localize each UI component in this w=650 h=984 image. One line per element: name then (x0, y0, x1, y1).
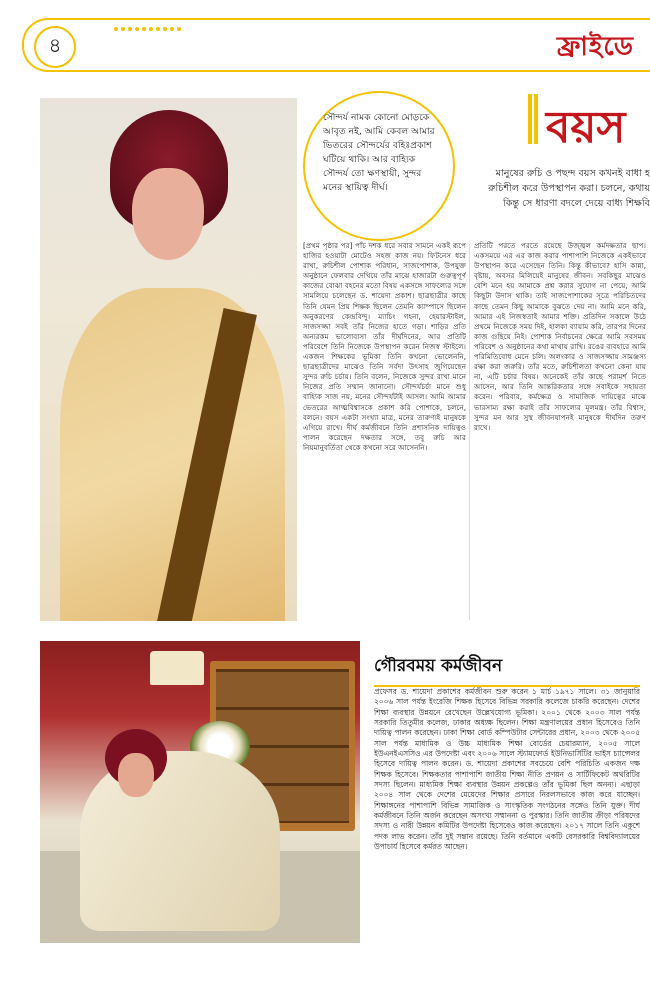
section-body: প্রফেসর ড. শায়েদা প্রকাশের কর্মজীবন শুরু করেন ১ মার্চ ১৯৭১ সালে। ৩১ জানুয়ারি ২০০৬ সাল পর্যন্ত ইংরেজি শিক্ষক হিসেবে বিভিন্ন সরকারি কলেজে চাকরি করেছেন। দেশের শিক্ষা ব্যবস্থার উন্নয়নে রেখেছেন উল্লেখযোগ্য ভূমিকা। ২০০১ থেকে ২০০৩ সাল পর্যন্ত সরকারি তিতুমীর কলেজ, ঢাকার অধ্যক্ষ ছিলেন। শিক্ষা মন্ত্রণালয়ের প্রধান হিসেবেও তিনি দায়িত্ব পালন করেছেন। ঢাকা শিক্ষা বোর্ড কম্পিউটার সেন্টারের প্রধান, ২০০৩ থেকে ২০০৫ সাল পর্যন্ত মাধ্যমিক ও উচ্চ মাধ্যমিক শিক্ষা বোর্ডের চেয়ারম্যান, ২০০৫ সালে ইউএনইএসসিও এর উপদেষ্টা এবং ২০০৬ সালে স্ট্যামফোর্ড ইউনিভার্সিটির ভাইস চ্যান্সেলর হিসেবে দায়িত্ব পালন করেন। ড. শায়েদা প্রকাশের সবচেয়ে বেশি পরিচিতি একজন দক্ষ শিক্ষক হিসেবে। শিক্ষকতার পাশাপাশি জাতীয় শিক্ষা নীতি প্রণয়ন ও সার্টিফিকেট অথরিটির সদস্য ছিলেন। মাধ্যমিক শিক্ষা ব্যবস্থার উন্নয়ন প্রকল্পেও তাঁর ভূমিকা ছিল অনন্য। এছাড়া ২০০৪ সাল থেকে দেশের মেয়েদের শিক্ষার প্রসারে নিরলসভাবে কাজ করে যাচ্ছেন। শিক্ষাঙ্গনের পাশাপাশি বিভিন্ন সামাজিক ও সাংস্কৃতিক সংগঠনের সঙ্গেও তিনি যুক্ত। দীর্ঘ কর্মজীবনে তিনি অর্জন করেছেন অসংখ্য সম্মাননা ও পুরস্কার। তিনি জাতীয় ক্রীড়া পরিষদের সদস্য ও নারী উন্নয়ন কমিটির উপদেষ্টা হিসেবেও কাজ করেছেন। ২০১৭ সালে তিনি একুশে পদক লাভ করেন। তাঁর দুই সন্তান রয়েছে। তিনি বর্তমানে একটি বেসরকারি বিশ্ববিদ্যালয়ের উপাচার্য হিসেবে কর্মরত আছেন। (374, 687, 640, 852)
article-column-1: [প্রথম পৃষ্ঠার পর] পাঁচ দশক ধরে সবার সামনে একই রূপে হাজির হওয়াটা মোটেও সহজ কাজ নয়। ফিটনেস ধরে রাখা, রুচিশীল পোশাক পরিধান, সাজপোশাক, উপযুক্ত অনুষ্ঠানে ফেলবার দেখিয়ে তাঁর মাঝে হাজারটা গুরুত্বপূর্ণ কাজের বোঝা বহনের মতো বিষয় একসঙ্গে সাফল্যের সঙ্গে সামলিয়ে চলেছেন ড. শায়েদা প্রকাশ। ছাত্রছাত্রীর কাছে তিনি যেমন প্রিয় শিক্ষক ছিলেন তেমনি ক্যাম্পাসে ছিলেন অনুকরণের কেন্দ্রবিন্দু। ম্যাচিং গহনা, হেয়ারস্টাইল, সাজসজ্জা সবই তাঁর নিজের হাতে গড়া। শাড়ির প্রতি অন্যরকম ভালোবাসা তাঁর দীর্ঘদিনের, আর প্রতিটি পরিবেশে তিনি নিজেকে উপস্থাপন করেন নিজস্ব স্টাইলে। একজন শিক্ষকের ভূমিকা তিনি কখনো ভোলেননি, ছাত্রছাত্রীদের মাঝেও তিনি সর্বদা উৎসাহ জুগিয়েছেন সুন্দর রুচি চর্চায়। তিনি বলেন, নিজেকে সুন্দর রাখা মানে নিজের প্রতি সম্মান জানানো। সৌন্দর্যচর্চা মানে শুধু বাহ্যিক সাজ নয়, মনের সৌন্দর্যটাই আসল। আমি আমার ভেতরের আত্মবিশ্বাসকে প্রকাশ করি পোশাকে, চলনে, বলনে। বয়স একটা সংখ্যা মাত্র, মনের তারুণ্যই মানুষকে এগিয়ে রাখে। দীর্ঘ কর্মজীবনে তিনি প্রশাসনিক দায়িত্বও পালন করেছেন দক্ষতার সঙ্গে, তবু রুচি আর নিয়মানুবর্তিতা থেকে কখনো সরে আসেননি। (303, 241, 466, 452)
title-bars (528, 94, 540, 144)
section-title: গৌরবময় কর্মজীবন (374, 653, 640, 687)
article-intro (465, 166, 650, 211)
intro-line: রুচিশীল করে উপস্থাপন করা। চলনে, কথায় (488, 183, 650, 194)
portrait-photo (40, 98, 297, 621)
intro-line: মানুষের রুচি ও পছন্দ বয়স কখনই বাধা হ (495, 168, 650, 179)
header-dots (114, 27, 181, 31)
figure-face-shape (118, 753, 154, 797)
face-shape (132, 168, 204, 260)
reading-photo (40, 641, 360, 943)
article-column-2: প্রতিটি পরতে পরতে রয়েছে উজ্জ্বল কর্মদক্ষতার ছাপ। একসময়ে এর এর কাজ করার পাশাপাশি নিজেকে একইভাবে উপস্থাপন করে এসেছেন তিনি। কিন্তু কীভাবে? হাসি কান্না, বৃষ্টায়, অবসর মিলিয়েই মানুষের জীবন। সবকিছুর মাঝেও বেশি মনে হয় আমাকে প্রশ্ন করার সুযোগ না পেয়ে, আমি কিছুটা উদাস থাকি। তাই সাজপোশাকের সূত্রে পরিচিতদের কাছে তেমন কিছু আমাকে বুঝতে দেয় না। আমি মনে করি, আমার এই নিজস্বতাই আমার শক্তি। প্রতিদিন সকালে উঠে প্রথমে নিজেকে সময় দিই, হালকা ব্যায়াম করি, তারপর দিনের কাজ গুছিয়ে নিই। পোশাক নির্বাচনের ক্ষেত্রে আমি সবসময় পরিবেশ ও অনুষ্ঠানের কথা মাথায় রাখি। রঙের ব্যবহারে আমি পরিমিতিবোধ মেনে চলি। অলংকার ও সাজসজ্জায় সামঞ্জস্য রক্ষা করা জরুরি। তাঁর মতে, রুচিশীলতা কখনো কেনা যায় না, এটি চর্চার বিষয়। অনেকেই তাঁর কাছে পরামর্শ নিতে আসেন, আর তিনি আন্তরিকতার সঙ্গে সবাইকে সহায়তা করেন। পরিবার, কর্মক্ষেত্র ও সামাজিক দায়িত্বের মাঝে ভারসাম্য রক্ষা করাই তাঁর সাফল্যের মূলমন্ত্র। তাঁর বিশ্বাস, সুন্দর মন আর সুস্থ জীবনযাপনই মানুষকে দীর্ঘদিন তরুণ রাখে। (474, 241, 646, 432)
page-number: ৪ (34, 26, 76, 68)
column-divider (469, 244, 470, 620)
magazine-title: ফ্রাইডে (556, 32, 634, 62)
pull-quote: সৌন্দর্য নামক কোনো মোড়কে আবৃত নই, আমি কেবল আমার ভিতরের সৌন্দর্যের বহিঃপ্রকাশ ঘটিয়ে থাকি। আর বাহ্যিক সৌন্দর্য তো ক্ষণস্থায়ী, সুন্দর মনের স্থায়িত্ব দীর্ঘ। (303, 91, 455, 241)
figure-shape (80, 751, 280, 931)
page-header (22, 18, 650, 72)
intro-line: কিন্তু সে ধারণা বদলে দেয়ে বাধ্য শিক্ষবি (503, 198, 650, 209)
lamp-shape (150, 651, 204, 685)
article-title: বয়স (546, 102, 626, 153)
